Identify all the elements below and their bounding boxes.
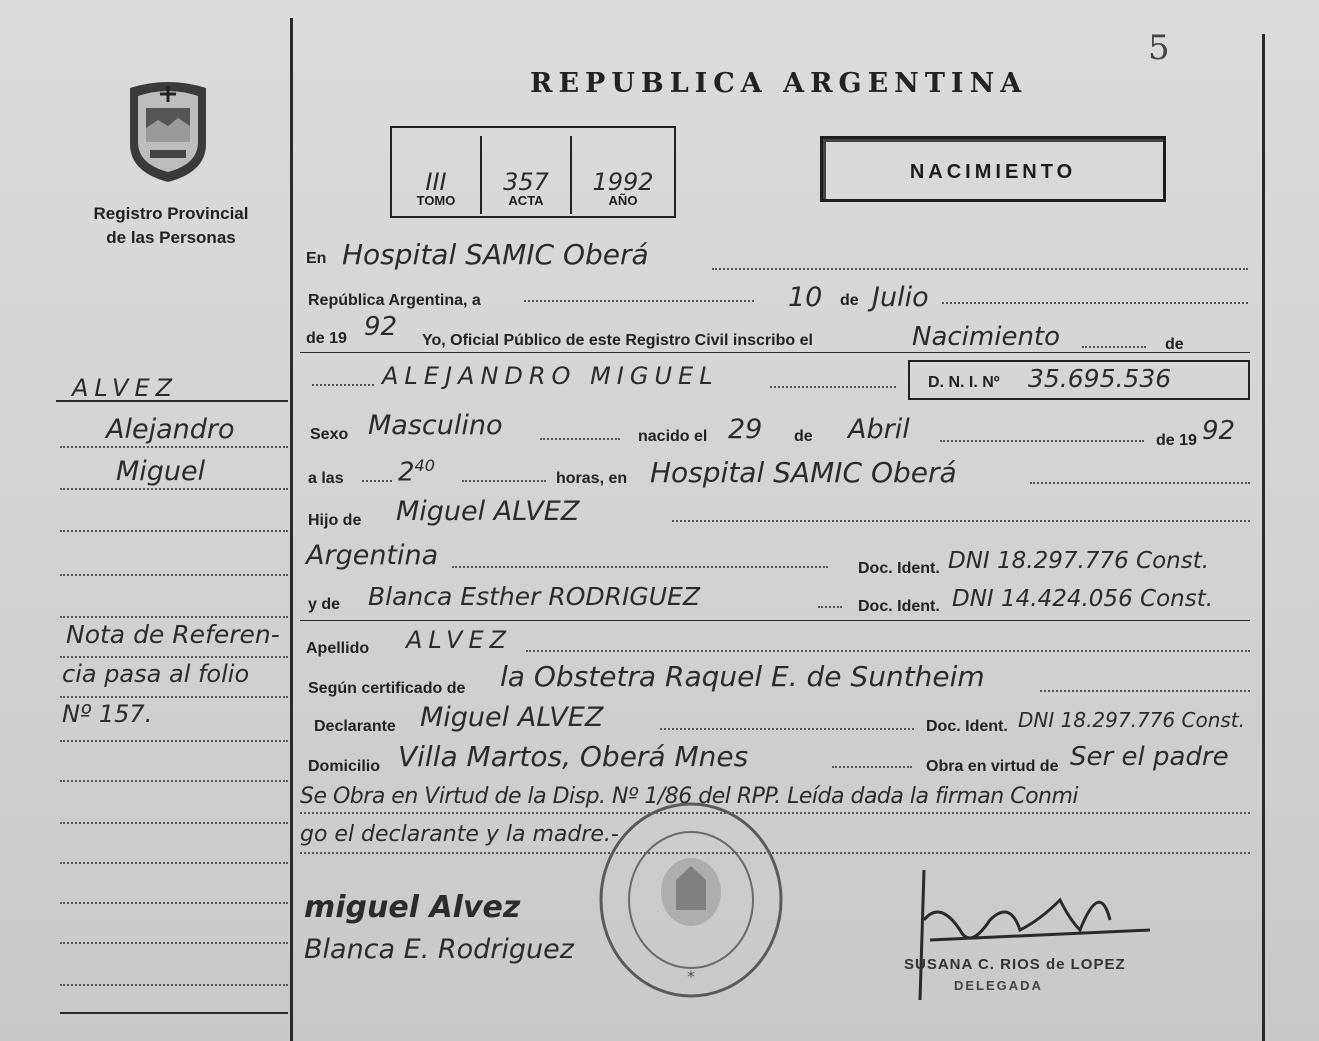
birth-year-suffix: 92 [1202, 416, 1236, 446]
domicilio-label: Domicilio [308, 758, 381, 775]
en-value: Hospital SAMIC Oberá [342, 238, 649, 271]
form-line [818, 606, 842, 608]
place-value: Hospital SAMIC Oberá [650, 456, 957, 489]
form-line [1030, 482, 1250, 484]
margin-line [60, 780, 288, 782]
declarante-label: Declarante [314, 718, 396, 735]
en-label: En [306, 250, 327, 267]
margin-first-name: Alejandro [106, 414, 235, 445]
inscribo-value: Nacimiento [912, 322, 1061, 352]
form-line [940, 440, 1144, 442]
father-nationality: Argentina [306, 540, 439, 571]
father-value: Miguel ALVEZ [396, 496, 580, 527]
margin-second-name: Miguel [116, 456, 206, 487]
record-number-box [390, 126, 676, 218]
form-line [1040, 690, 1250, 692]
form-line [1082, 346, 1146, 348]
obra-value: Ser el padre [1070, 742, 1229, 772]
day-value: 10 [788, 282, 823, 313]
form-line [462, 480, 546, 482]
right-border-line [1262, 34, 1265, 1041]
doc-label: Doc. Ident. [858, 560, 940, 577]
full-name: ALEJANDRO MIGUEL [382, 362, 719, 390]
margin-line [60, 446, 288, 448]
margin-line [60, 574, 288, 576]
hour-main: 2 [398, 457, 415, 488]
hour-sup: 40 [414, 456, 435, 475]
margin-line [60, 696, 288, 698]
margin-bottom-rule [60, 1012, 288, 1014]
nacido-label: nacido el [638, 428, 708, 445]
oficial-text: Yo, Oficial Público de este Registro Civil inscribo el [422, 332, 813, 349]
declarante-doc: DNI 18.297.776 Const. [1018, 708, 1245, 732]
svg-text:*: * [687, 967, 695, 986]
form-line [770, 386, 896, 388]
father-signature: miguel Alvez [304, 890, 521, 925]
record-type-box [820, 136, 1166, 202]
margin-line [60, 942, 288, 944]
de-label3: de [794, 428, 813, 445]
segun-value: la Obstetra Raquel E. de Suntheim [500, 660, 985, 693]
page-number: 5 [1148, 28, 1170, 68]
sexo-label: Sexo [310, 426, 349, 443]
doc-label3: Doc. Ident. [926, 718, 1008, 735]
alas-label: a las [308, 470, 344, 487]
tomo-cell [392, 136, 482, 214]
apellido-value: ALVEZ [406, 626, 513, 654]
birth-day: 29 [728, 414, 763, 445]
dni-box [908, 360, 1250, 400]
de-label: de [840, 292, 859, 309]
republica-label: República Argentina, a [308, 292, 481, 309]
de19-label: de 19 [306, 330, 347, 347]
provincial-seal-icon [120, 80, 216, 184]
margin-line [60, 740, 288, 742]
form-line [660, 728, 914, 730]
year-suffix: 92 [364, 312, 398, 342]
page-title: REPUBLICA ARGENTINA [530, 68, 1028, 99]
anio-cell [572, 136, 674, 214]
hijo-label: Hijo de [308, 512, 362, 529]
margin-line [60, 488, 288, 490]
form-rule [300, 352, 1250, 353]
margin-line [60, 862, 288, 864]
anio-label: AÑO [608, 193, 638, 208]
acta-cell [482, 136, 572, 214]
segun-label: Según certificado de [308, 680, 466, 697]
anio-value: 1992 [592, 168, 654, 196]
official-title: DELEGADA [954, 978, 1043, 993]
remarks-line1: Se Obra en Virtud de la Disp. Nº 1/86 del RPP. Leída dada la firman Conmi [300, 784, 1079, 809]
form-line [672, 520, 1250, 522]
obra-label: Obra en virtud de [926, 758, 1059, 775]
form-line [712, 268, 1248, 270]
form-line [362, 480, 392, 482]
yde-label: y de [308, 596, 341, 613]
doc-label2: Doc. Ident. [858, 598, 940, 615]
mother-signature: Blanca E. Rodriguez [304, 934, 574, 965]
declarante-value: Miguel ALVEZ [420, 702, 604, 733]
de19-label2: de 19 [1156, 432, 1197, 449]
form-line [942, 302, 1248, 304]
form-line [452, 566, 828, 568]
margin-line [60, 902, 288, 904]
acta-label: ACTA [508, 193, 544, 208]
domicilio-value: Villa Martos, Oberá Mnes [398, 740, 749, 773]
father-doc: DNI 18.297.776 Const. [948, 548, 1210, 574]
mother-value: Blanca Esther RODRIGUEZ [368, 582, 700, 611]
record-type: NACIMIENTO [909, 161, 1077, 183]
hour-value [398, 456, 435, 488]
agency-name [60, 202, 282, 250]
margin-note-line1: Nota de Referen- [66, 620, 280, 649]
left-column-divider [290, 18, 293, 1041]
apellido-label: Apellido [306, 640, 370, 657]
margin-line [60, 656, 288, 658]
month-value: Julio [872, 282, 929, 313]
margin-line [60, 616, 288, 618]
form-line [526, 650, 1250, 652]
form-line [524, 300, 754, 302]
official-name: SUSANA C. RIOS de LOPEZ [904, 956, 1126, 973]
agency-line2: de las Personas [106, 228, 236, 247]
birth-month: Abril [848, 414, 910, 445]
tomo-value: III [425, 168, 447, 196]
tomo-label: TOMO [416, 193, 456, 208]
official-stamp-icon [596, 800, 786, 1000]
form-line [312, 384, 374, 386]
margin-line [60, 822, 288, 824]
margin-line [60, 530, 288, 532]
margin-surname: ALVEZ [72, 374, 179, 402]
sexo-value: Masculino [368, 410, 503, 441]
remarks-line2: go el declarante y la madre.- [300, 822, 619, 847]
acta-value: 357 [503, 168, 549, 196]
margin-note-line2: cia pasa al folio [62, 660, 250, 688]
agency-line1: Registro Provincial [93, 204, 249, 223]
form-rule [300, 620, 1250, 621]
form-line [832, 766, 912, 768]
de-label2: de [1165, 336, 1184, 353]
margin-note-line3: Nº 157. [62, 700, 153, 728]
horas-label: horas, en [556, 470, 628, 487]
mother-doc: DNI 14.424.056 Const. [952, 586, 1214, 612]
form-line [540, 438, 620, 440]
dni-label: D. N. I. Nº [928, 374, 1000, 391]
dni-value: 35.695.536 [1028, 364, 1172, 393]
margin-line [60, 984, 288, 986]
